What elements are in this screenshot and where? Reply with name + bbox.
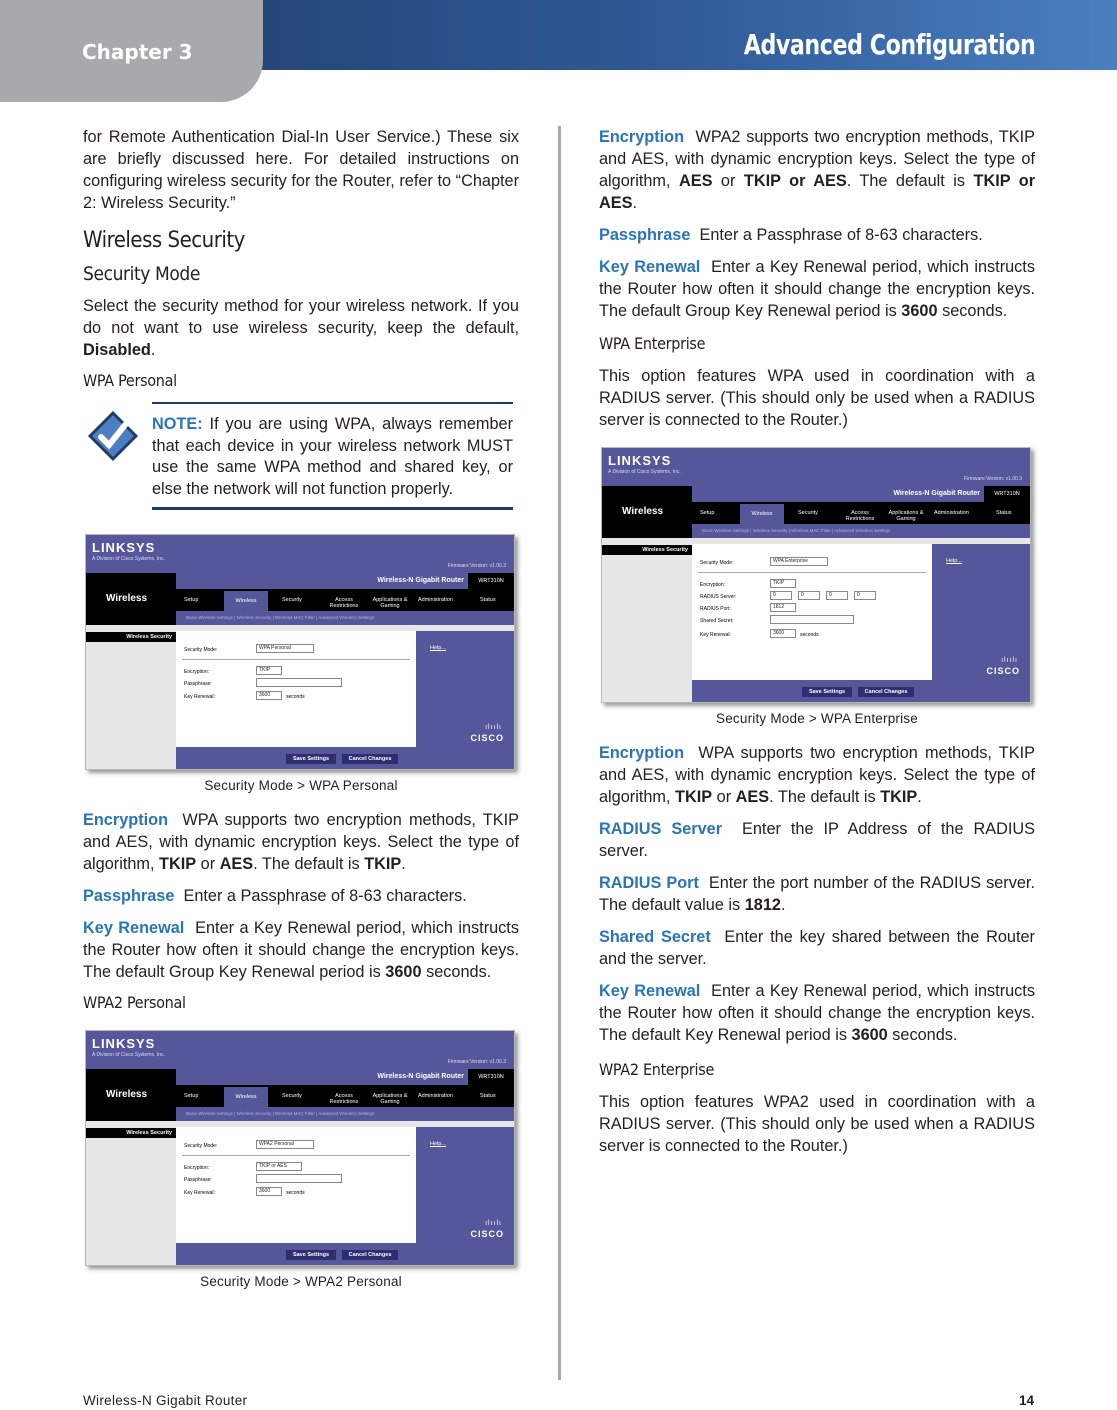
encryption-paragraph: Encryption WPA supports two encryption methods, TKIP and AES, with dynamic encryption keys. Select the type of algorithm, TKIP or AES. The default is TKIP. bbox=[83, 811, 519, 873]
page-number: 14 bbox=[1018, 1393, 1034, 1408]
checkmark-note-icon bbox=[87, 410, 139, 462]
cancel-changes-button: Cancel Changes bbox=[858, 687, 914, 697]
section-title: Wireless Security bbox=[83, 228, 245, 253]
wpa2-encryption-paragraph: Encryption WPA2 supports two encryption methods, TKIP and AES, with dynamic encryption keys. Select the type of algorithm, AES or TKIP or AES. The default is TKIP or AES. bbox=[599, 128, 1036, 212]
wpa-enterprise-paragraph: This option features WPA used in coordination with a RADIUS server. (This should only be used when a RADIUS server is connected to the Router.) bbox=[599, 367, 1035, 429]
key-renewal-paragraph: Key Renewal Enter a Key Renewal period, which instructs the Router how often it should change the encryption keys. The default Group Key Renewal period is 3600 seconds. bbox=[83, 919, 519, 981]
radius-port-paragraph: RADIUS Port Enter the port number of the RADIUS server. The default value is 1812. bbox=[599, 874, 1035, 914]
radius-server-paragraph: RADIUS Server Enter the IP Address of the RADIUS server. bbox=[599, 820, 1035, 860]
caption-wpa-enterprise: Security Mode > WPA Enterprise bbox=[716, 711, 918, 726]
screenshot-wpa-enterprise: LINKSYS A Division of Cisco Systems, Inc. Firmware Version: v1.00.3 Wireless Wireless-N Gigabit Router WRT310N Setup Wireless Security Access Restrictions Applications & Gaming Administration Status Basic Wireless Settings | Wireless Security | Wireless MAC Filter | Advanced Wireless Settings Wireless Security Security Mode: WPA Enterprise Encryption: TKIP RADIUS Server: 0 0 0 0 RADIUS Port: 1812 Shared Secret: Key Renewal: 3600 seconds Help... Save Settings Cancel Changes ılıılı CISCO bbox=[601, 447, 1031, 703]
save-settings-button: Save Settings bbox=[286, 1250, 336, 1260]
save-settings-button: Save Settings bbox=[286, 754, 336, 764]
wpa-enterprise-heading: WPA Enterprise bbox=[599, 334, 706, 353]
passphrase-paragraph: Passphrase Enter a Passphrase of 8-63 characters. bbox=[83, 887, 467, 905]
wpa2-personal-heading: WPA2 Personal bbox=[83, 993, 186, 1012]
cisco-logo: CISCO bbox=[986, 666, 1020, 676]
footer-product: Wireless-N Gigabit Router bbox=[83, 1393, 248, 1408]
linksys-logo: LINKSYS bbox=[608, 453, 672, 468]
left-column bbox=[83, 126, 519, 1305]
note-box bbox=[83, 402, 519, 514]
caption-wpa2-personal: Security Mode > WPA2 Personal bbox=[200, 1274, 402, 1289]
intro-paragraph: for Remote Authentication Dial-In User Service.) These six are briefly discussed here. For detailed instructions on configuring wireless security for the Router, refer to “Chapter 2: Wireless Security.” bbox=[83, 128, 519, 212]
right-column bbox=[599, 126, 1035, 1167]
screenshot-wpa2-personal: LINKSYS A Division of Cisco Systems, Inc. Firmware Version: v1.00.3 Wireless Wireless-N Gigabit Router WRT310N Setup Wireless Security Access Restrictions Applications & Gaming Administration Status Basic Wireless Settings | Wireless Security | Wireless MAC Filter | Advanced Wireless Settings Wireless Security Security Mode: WPA2 Personal Encryption: TKIP or AES Passphrase: Key Renewal: 3600 seconds Help... Save Settings Cancel Changes ılıılı CISCO bbox=[85, 1030, 515, 1266]
note-text: NOTE: If you are using WPA, always remember that each device in your wireless network MUST use the same WPA method and shared key, or else the network will not function properly. bbox=[152, 415, 513, 498]
chapter-label: Chapter 3 bbox=[82, 40, 193, 64]
wpa-personal-heading: WPA Personal bbox=[83, 371, 177, 390]
wpa2-enterprise-paragraph: This option features WPA2 used in coordination with a RADIUS server. (This should only be used when a RADIUS server is connected to the Router.) bbox=[599, 1093, 1035, 1155]
wpa2-key-renewal-paragraph: Key Renewal Enter a Key Renewal period, which instructs the Router how often it should change the encryption keys. The default Group Key Renewal period is 3600 seconds. bbox=[599, 258, 1035, 320]
default-disabled: Disabled bbox=[83, 341, 151, 359]
cancel-changes-button: Cancel Changes bbox=[342, 754, 398, 764]
save-settings-button: Save Settings bbox=[802, 687, 852, 697]
cisco-logo: CISCO bbox=[470, 733, 504, 743]
wpa2-enterprise-heading: WPA2 Enterprise bbox=[599, 1060, 715, 1079]
caption-wpa-personal: Security Mode > WPA Personal bbox=[204, 778, 398, 793]
column-divider bbox=[558, 126, 561, 1380]
cancel-changes-button: Cancel Changes bbox=[342, 1250, 398, 1260]
security-mode-heading: Security Mode bbox=[83, 263, 201, 285]
linksys-logo: LINKSYS bbox=[92, 540, 156, 555]
wpa2-passphrase-paragraph: Passphrase Enter a Passphrase of 8-63 characters. bbox=[599, 226, 983, 244]
chapter-title: Advanced Configuration bbox=[743, 28, 1035, 61]
linksys-logo: LINKSYS bbox=[92, 1036, 156, 1051]
wpa-ent-encryption-paragraph: Encryption WPA supports two encryption methods, TKIP and AES, with dynamic encryption keys. Select the type of algorithm, TKIP or AES. The default is TKIP. bbox=[599, 744, 1035, 806]
security-mode-paragraph: Select the security method for your wireless network. If you do not want to use wireless security, keep the default, Disabled. bbox=[83, 297, 519, 359]
wpa-ent-key-renewal-paragraph: Key Renewal Enter a Key Renewal period, which instructs the Router how often it should change the encryption keys. The default Key Renewal period is 3600 seconds. bbox=[599, 982, 1035, 1044]
cisco-logo: CISCO bbox=[470, 1229, 504, 1239]
screenshot-wpa-personal: LINKSYS A Division of Cisco Systems, Inc. Firmware Version: v1.00.3 Wireless Wireless-N Gigabit Router WRT310N Setup Wireless Security Access Restrictions Applications & Gaming Administration Status Basic Wireless Settings | Wireless Security | Wireless MAC Filter | Advanced Wireless Settings Wireless Security Security Mode: WPA Personal Encryption: TKIP Passphrase: Key Renewal: 3600 seconds Help... Save Settings Cancel Changes ılıılı CISCO bbox=[85, 534, 515, 770]
shared-secret-paragraph: Shared Secret Enter the key shared between the Router and the server. bbox=[599, 928, 1035, 968]
